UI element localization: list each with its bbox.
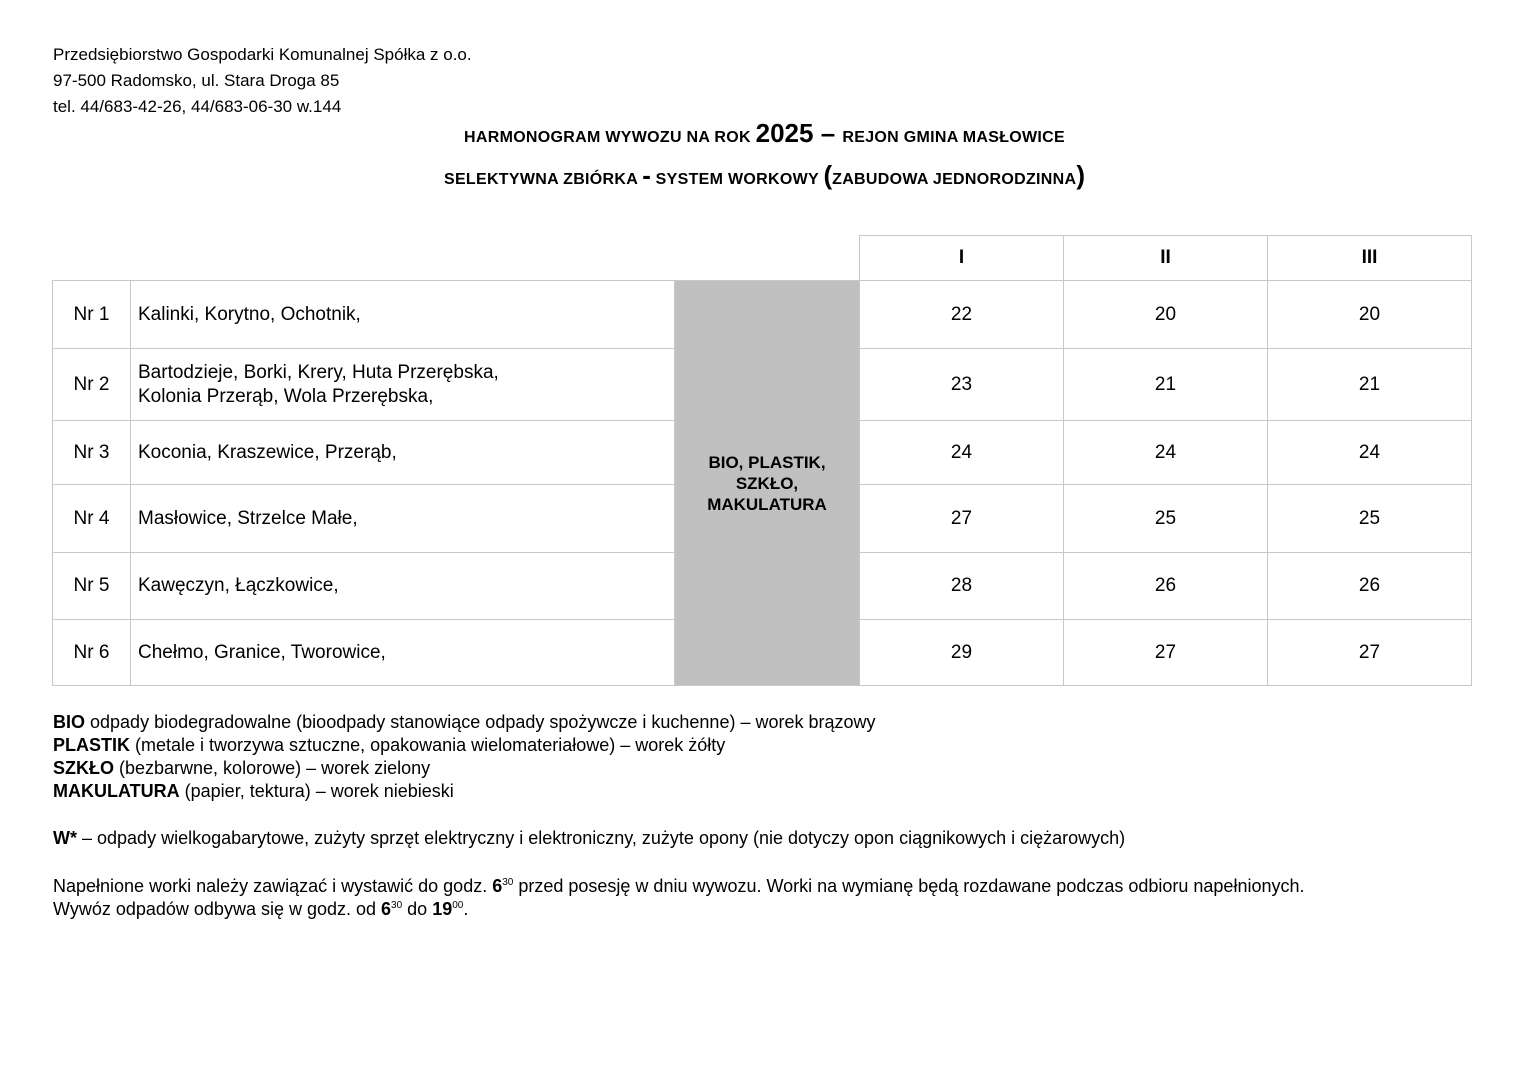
row-places bbox=[131, 620, 675, 686]
date-cell: 25 bbox=[1268, 485, 1472, 553]
notes-text: . bbox=[463, 899, 469, 919]
notes-text: przed posesję w dniu wywozu. Worki na wymianę będą rozdawane podczas odbioru napełnionych. bbox=[513, 876, 1305, 896]
date-cell: 25 bbox=[1064, 485, 1268, 553]
date-cell: 27 bbox=[1268, 620, 1472, 686]
date-cell: 24 bbox=[1268, 421, 1472, 485]
row-number: Nr 4 bbox=[53, 485, 131, 553]
w-note-desc: – odpady wielkogabarytowe, zużyty sprzęt elektryczny i elektroniczny, zużyte opony (nie dotyczy opon ciągnikowych i ciężarowych) bbox=[77, 828, 1126, 848]
place-line: Kalinki, Korytno, Ochotnik, bbox=[138, 303, 361, 325]
place-line: Chełmo, Granice, Tworowice, bbox=[138, 641, 386, 663]
row-places bbox=[131, 553, 675, 620]
subtitle-paren-close: ) bbox=[1076, 160, 1086, 190]
date-cell: 23 bbox=[860, 349, 1064, 421]
category-line: SZKŁO, bbox=[735, 473, 799, 493]
date-cell: 24 bbox=[860, 421, 1064, 485]
row-number: Nr 3 bbox=[53, 421, 131, 485]
notes-text: Napełnione worki należy zawiązać i wystawić do godz. bbox=[53, 876, 493, 896]
subtitle-text: SELEKTYWNA ZBIÓRKA bbox=[443, 171, 643, 188]
subtitle-paren-open: ( bbox=[823, 160, 833, 190]
column-header: II bbox=[1064, 236, 1268, 281]
title-line-2 bbox=[0, 160, 1529, 191]
date-cell: 20 bbox=[1064, 281, 1268, 349]
title-text: HARMONOGRAM WYWOZU NA ROK bbox=[464, 129, 756, 146]
legend-item bbox=[53, 711, 876, 734]
legend-desc: (bezbarwne, kolorowe) – worek zielony bbox=[114, 758, 431, 778]
row-places bbox=[131, 485, 675, 553]
company-address: 97-500 Radomsko, ul. Stara Droga 85 bbox=[53, 71, 340, 90]
row-number: Nr 1 bbox=[53, 281, 131, 349]
notes-text: Wywóz odpadów odbywa się w godz. od bbox=[53, 899, 382, 919]
category-line: MAKULATURA bbox=[707, 494, 827, 514]
date-cell: 22 bbox=[860, 281, 1064, 349]
time-minute: 00 bbox=[452, 900, 464, 911]
legend-desc: odpady biodegradowalne (bioodpady stanowiące odpady spożywcze i kuchenne) – worek brązowy bbox=[85, 712, 876, 732]
legend-item bbox=[53, 757, 876, 780]
place-line: Koconia, Kraszewice, Przerąb, bbox=[138, 441, 397, 463]
place-line: Bartodzieje, Borki, Krery, Huta Przerębska, bbox=[138, 361, 499, 383]
time-hour: 6 bbox=[492, 876, 503, 896]
schedule-table bbox=[52, 235, 1472, 686]
collection-notes bbox=[53, 875, 1304, 921]
subtitle-system: SYSTEM WORKOWY bbox=[650, 171, 824, 188]
subtitle-dash: - bbox=[642, 160, 651, 190]
table-row bbox=[53, 281, 1472, 349]
place-line: Kawęczyn, Łączkowice, bbox=[138, 575, 339, 596]
table-header-row bbox=[53, 236, 1472, 281]
date-cell: 20 bbox=[1268, 281, 1472, 349]
notes-line-2 bbox=[53, 898, 1304, 921]
row-number: Nr 2 bbox=[53, 349, 131, 421]
bulky-waste-note bbox=[53, 827, 1125, 850]
title-region: REJON GMINA MASŁOWICE bbox=[842, 129, 1065, 146]
row-places bbox=[131, 421, 675, 485]
date-cell: 26 bbox=[1268, 553, 1472, 620]
place-line: Kolonia Przerąb, Wola Przerębska, bbox=[138, 385, 434, 407]
legend-term: SZKŁO bbox=[53, 758, 114, 778]
place-line: Masłowice, Strzelce Małe, bbox=[138, 507, 358, 529]
header-blank bbox=[53, 236, 860, 281]
legend-desc: (papier, tektura) – worek niebieski bbox=[179, 781, 454, 801]
time-minute: 30 bbox=[502, 877, 514, 888]
date-cell: 26 bbox=[1064, 553, 1268, 620]
category-line: BIO, PLASTIK, bbox=[708, 452, 826, 472]
date-cell: 21 bbox=[1064, 349, 1268, 421]
time-hour: 19 bbox=[432, 899, 453, 919]
waste-legend bbox=[53, 711, 876, 803]
title-year: 2025 bbox=[755, 118, 814, 148]
time-minute: 30 bbox=[391, 900, 403, 911]
date-cell: 24 bbox=[1064, 421, 1268, 485]
legend-term: MAKULATURA bbox=[53, 781, 180, 801]
waste-category-cell bbox=[675, 281, 860, 686]
subtitle-building-type: ZABUDOWA JEDNORODZINNA bbox=[832, 171, 1077, 188]
column-header: I bbox=[860, 236, 1064, 281]
company-header bbox=[53, 42, 472, 120]
row-number: Nr 6 bbox=[53, 620, 131, 686]
row-places bbox=[131, 281, 675, 349]
column-header: III bbox=[1268, 236, 1472, 281]
legend-item bbox=[53, 734, 876, 757]
company-name: Przedsiębiorstwo Gospodarki Komunalnej Spółka z o.o. bbox=[53, 45, 472, 64]
legend-term: PLASTIK bbox=[53, 735, 131, 755]
row-number: Nr 5 bbox=[53, 553, 131, 620]
legend-desc: (metale i tworzywa sztuczne, opakowania wielomateriałowe) – worek żółty bbox=[130, 735, 726, 755]
date-cell: 27 bbox=[860, 485, 1064, 553]
date-cell: 21 bbox=[1268, 349, 1472, 421]
w-note-term: W* bbox=[53, 828, 77, 848]
date-cell: 27 bbox=[1064, 620, 1268, 686]
notes-text: do bbox=[402, 899, 433, 919]
time-hour: 6 bbox=[381, 899, 392, 919]
legend-term: BIO bbox=[53, 712, 86, 732]
date-cell: 29 bbox=[860, 620, 1064, 686]
legend-item bbox=[53, 780, 876, 803]
title-line-1 bbox=[0, 118, 1529, 149]
notes-line-1 bbox=[53, 875, 1304, 898]
date-cell: 28 bbox=[860, 553, 1064, 620]
company-phone: tel. 44/683-42-26, 44/683-06-30 w.144 bbox=[53, 97, 342, 116]
title-dash: – bbox=[813, 118, 843, 148]
row-places bbox=[131, 349, 675, 421]
